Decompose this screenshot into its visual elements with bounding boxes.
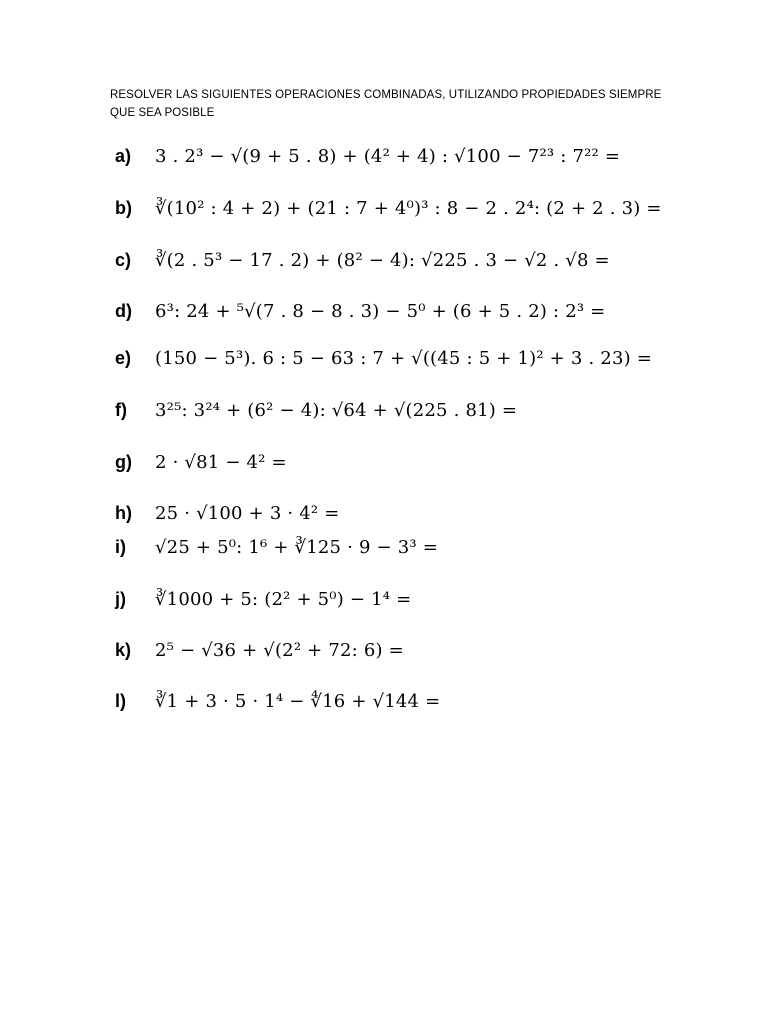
exercise-expression: 2 · √81 − 4² = <box>155 451 287 473</box>
exercise-expression: ∛1000 + 5: (2² + 5⁰) − 1⁴ = <box>155 588 412 610</box>
exercise-label: e) <box>115 347 132 368</box>
exercise-f <box>115 392 517 428</box>
exercise-label: f) <box>115 399 127 420</box>
exercise-b <box>115 190 662 226</box>
exercise-label: j) <box>115 588 126 609</box>
exercise-expression: 3 . 2³ − √(9 + 5 . 8) + (4² + 4) : √100 − 7²³ : 7²² = <box>155 145 621 167</box>
exercise-h <box>115 495 340 531</box>
exercise-e <box>115 340 652 376</box>
exercise-label: c) <box>115 249 132 270</box>
exercise-label: i) <box>115 536 126 557</box>
exercise-expression: 25 · √100 + 3 · 4² = <box>155 502 340 524</box>
exercise-expression: 2⁵ − √36 + √(2² + 72: 6) = <box>155 639 404 661</box>
exercise-l <box>115 683 440 719</box>
exercise-expression: ∛(10² : 4 + 2) + (21 : 7 + 4⁰)³ : 8 − 2 . 2⁴: (2 + 2 . 3) = <box>155 197 662 219</box>
exercise-label: k) <box>115 639 132 660</box>
exercise-label: h) <box>115 502 132 523</box>
instructions-text: RESOLVER LAS SIGUIENTES OPERACIONES COMBINADAS, UTILIZANDO PROPIEDADES SIEMPRE QUE SEA POSIBLE <box>110 89 662 119</box>
exercise-label: l) <box>115 690 126 711</box>
exercise-label: d) <box>115 300 132 321</box>
exercise-a <box>115 138 620 174</box>
exercise-expression: √25 + 5⁰: 1⁶ + ∛125 · 9 − 3³ = <box>155 536 438 558</box>
exercise-c <box>115 242 610 278</box>
exercise-j <box>115 581 411 617</box>
exercise-d <box>115 293 605 329</box>
exercise-label: a) <box>115 145 132 166</box>
exercise-expression: 6³: 24 + ⁵√(7 . 8 − 8 . 3) − 5⁰ + (6 + 5 . 2) : 2³ = <box>155 300 606 322</box>
exercise-expression: ∛1 + 3 · 5 · 1⁴ − ∜16 + √144 = <box>155 690 441 712</box>
exercise-i <box>115 529 438 565</box>
exercise-expression: 3²⁵: 3²⁴ + (6² − 4): √64 + √(225 . 81) = <box>155 399 518 421</box>
exercise-expression: (150 − 5³). 6 : 5 − 63 : 7 + √((45 : 5 + 1)² + 3 . 23) = <box>155 347 653 369</box>
exercise-g <box>115 444 287 480</box>
exercise-expression: ∛(2 . 5³ − 17 . 2) + (8² − 4): √225 . 3 − √2 . √8 = <box>155 249 610 271</box>
exercise-label: b) <box>115 197 132 218</box>
exercise-k <box>115 632 404 668</box>
exercise-label: g) <box>115 451 132 472</box>
